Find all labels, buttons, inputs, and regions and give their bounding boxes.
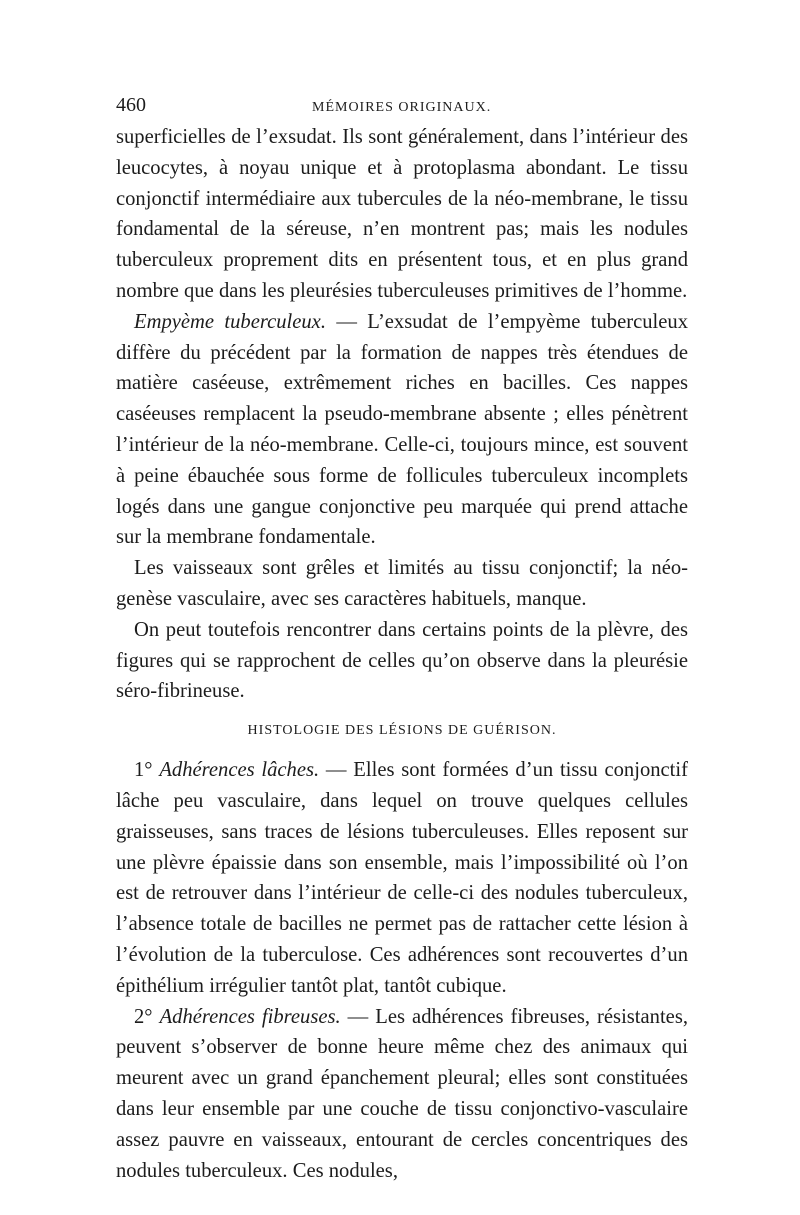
book-page: [116, 94, 688, 1186]
paragraph-title: Adhérences lâches.: [159, 759, 320, 782]
running-title: MÉMOIRES ORIGINAUX.: [312, 100, 492, 115]
paragraph-body: — Elles sont formées d’un tissu conjonctif lâche peu vasculaire, dans lequel on trouve quelques cellules graisseuses, sans traces de lésions tuberculeuses. Elles reposent sur une plèvre épaissie dans son ensemble, mais l’impossibilité où l’on est de retrouver dans l’intérieur de celle-ci des nodules tuberculeux, l’absence totale de bacilles ne permet pas de rattacher cette lésion à l’évolution de la tuberculose. Ces adhérences sont recouvertes d’un épithélium irrégulier tantôt plat, tantôt cubique.: [116, 759, 688, 997]
page-header: [116, 94, 688, 120]
paragraph-adherences-laches: [116, 755, 688, 1001]
paragraph-title: Adhérences fibreuses.: [159, 1005, 341, 1028]
paragraph-figures: On peut toutefois rencontrer dans certains points de la plèvre, des figures qui se rapprochent de celles qu’on observe dans la pleurésie séro-fibrineuse.: [116, 618, 688, 703]
paragraph-continued: superficielles de l’exsudat. Ils sont généralement, dans l’intérieur des leucocytes, à noyau unique et à protoplasma abondant. Le tissu conjonctif intermédiaire aux tubercules de la néo-membrane, le tissu fondamental de la séreuse, n’en montrent pas; mais les nodules tuberculeux proprement dits en présentent tous, et en plus grand nombre que dans les pleurésies tuberculeuses primitives de l’homme.: [116, 126, 688, 302]
paragraph-body: — Les adhérences fibreuses, résistantes, peuvent s’observer de bonne heure même chez des animaux qui meurent avec un grand épanchement pleural; elles sont constituées dans leur ensemble par une couche de tissu conjonctivo-vasculaire assez pauvre en vaisseaux, entourant de cercles concentriques des nodules tuberculeux. Ces nodules,: [116, 1005, 688, 1182]
page-number: 460: [116, 94, 146, 116]
item-number: 1°: [134, 759, 153, 782]
paragraph-empyeme: [116, 307, 688, 553]
paragraph-vaisseaux: Les vaisseaux sont grêles et limités au tissu conjonctif; la néo-genèse vasculaire, avec ses caractères habituels, manque.: [116, 557, 688, 610]
section-heading: HISTOLOGIE DES LÉSIONS DE GUÉRISON.: [247, 723, 557, 739]
paragraph-title: Empyème tuberculeux.: [134, 310, 326, 333]
paragraph-body: — L’exsudat de l’empyème tuberculeux diffère du précédent par la formation de nappes très étendues de matière caséeuse, extrêmement riches en bacilles. Ces nappes caséeuses remplacent la pseudo-membrane absente ; elles pénètrent l’intérieur de la néo-membrane. Celle-ci, toujours mince, est souvent à peine ébauchée sous forme de follicules tuberculeux incomplets logés dans une gangue conjonctive peu marquée qui prend attache sur la membrane fondamentale.: [116, 310, 688, 549]
body-text: [116, 122, 688, 1186]
item-number: 2°: [134, 1005, 153, 1028]
paragraph-adherences-fibreuses: [116, 1002, 688, 1187]
